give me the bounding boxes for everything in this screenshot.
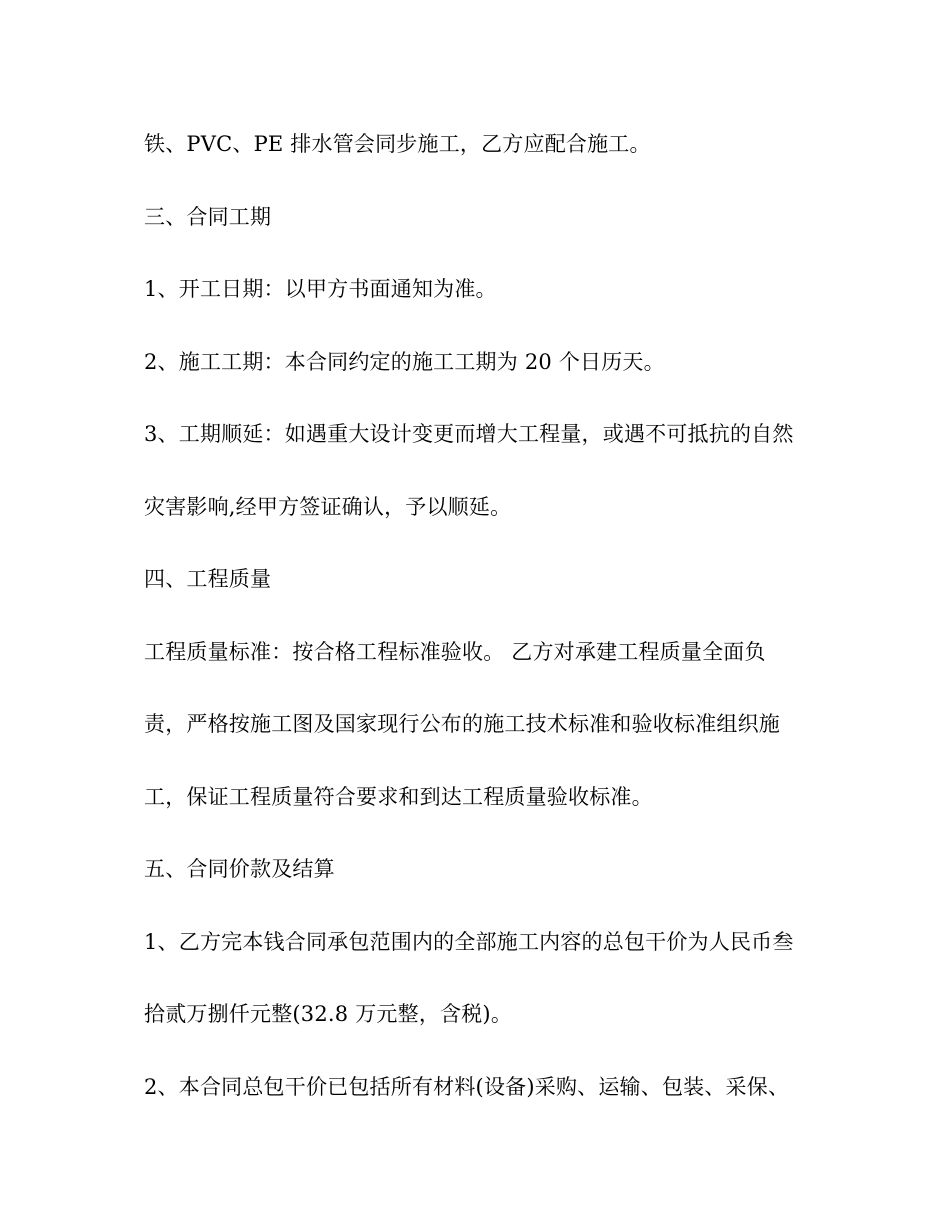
text-line: 2、本合同总包干价已包括所有材料(设备)采购、运输、包装、采保、 <box>144 1074 790 1099</box>
section-heading-quality: 四、工程质量 <box>144 567 272 591</box>
text-line: 责，严格按施工图及国家现行公布的施工技术标准和验收标准组织施 <box>144 712 780 736</box>
text-line: 1、开工日期：以甲方书面通知为准。 <box>144 277 497 301</box>
text-line: 工程质量标准：按合格工程标准验收。 乙方对承建工程质量全面负 <box>144 639 766 664</box>
text-line: 灾害影响,经甲方签证确认，予以顺延。 <box>144 494 512 519</box>
text-line: 2、施工工期：本合同约定的施工工期为 20 个日历天。 <box>144 349 665 374</box>
text-line: 铁、PVC、PE 排水管会同步施工，乙方应配合施工。 <box>144 132 651 156</box>
text-line: 1、乙方完本钱合同承包范围内的全部施工内容的总包干价为人民币叁 <box>144 929 794 954</box>
text-line: 拾贰万捌仟元整(32.8 万元整，含税)。 <box>144 1002 513 1026</box>
section-heading-price-settlement: 五、合同价款及结算 <box>144 857 335 881</box>
section-heading-contract-period: 三、合同工期 <box>144 204 272 229</box>
text-line: 3、工期顺延：如遇重大设计变更而增大工程量，或遇不可抵抗的自然 <box>144 422 794 446</box>
text-line: 工，保证工程质量符合要求和到达工程质量验收标准。 <box>144 784 653 809</box>
document-body <box>144 126 814 1141</box>
